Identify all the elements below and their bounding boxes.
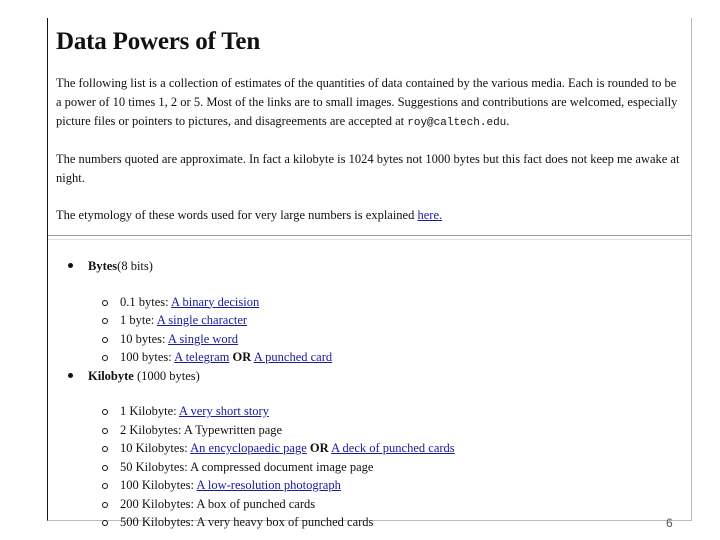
item-prefix: 100 bytes: (120, 350, 175, 364)
intro-paragraph (56, 74, 683, 133)
list-item-kilobyte (88, 367, 683, 532)
horizontal-rule (48, 235, 691, 240)
intro-text: The following list is a collection of estimates of the quantities of data contained by the various media. Each is rounded to be a power of 10 times 1, 2 or 5. Most of the links are to small images. Suggestions and contributions are welcomed, especially picture files or pointers to pictures, and disagreements are accepted at (56, 76, 678, 128)
item-link-alt[interactable]: A punched card (253, 350, 333, 364)
list-item (120, 495, 683, 514)
data-sizes-list (56, 257, 683, 532)
circle-bullet-icon (102, 520, 108, 526)
circle-bullet-icon (102, 502, 108, 508)
page-content (48, 26, 691, 532)
page-title: Data Powers of Ten (56, 28, 261, 55)
item-link[interactable]: A low-resolution photograph (196, 478, 341, 492)
list-item (120, 458, 683, 477)
circle-bullet-icon (102, 483, 108, 489)
item-text: 2 Kilobytes: A Typewritten page (120, 422, 283, 437)
kilobyte-label: Kilobyte (88, 368, 134, 383)
bytes-sublist (88, 293, 683, 367)
item-prefix: 0.1 bytes: (120, 294, 172, 309)
item-prefix: 10 Kilobytes: (120, 441, 191, 455)
etymology-link[interactable]: here. (417, 208, 443, 222)
list-item (120, 330, 683, 349)
item-prefix: 10 bytes: (120, 331, 168, 346)
bytes-label: Bytes (88, 259, 118, 273)
list-item (120, 439, 683, 458)
or-text: OR (309, 441, 329, 455)
list-item (120, 513, 683, 532)
circle-bullet-icon (102, 355, 108, 361)
circle-bullet-icon (102, 465, 108, 471)
bullet-icon (68, 263, 73, 268)
item-text: 50 Kilobytes: A compressed document image page (120, 459, 374, 474)
item-link[interactable]: A binary decision (171, 294, 260, 309)
etymology-paragraph (56, 206, 683, 225)
bytes-suffix: (8 bits) (117, 259, 153, 273)
intro-end: . (506, 114, 510, 128)
item-link[interactable]: A single word (167, 331, 239, 346)
circle-bullet-icon (102, 409, 108, 415)
circle-bullet-icon (102, 428, 108, 434)
contact-email: roy@caltech.edu (407, 117, 507, 129)
item-link[interactable]: A very short story (179, 404, 269, 418)
circle-bullet-icon (102, 337, 108, 343)
browser-page (47, 18, 692, 529)
item-link[interactable]: An encyclopaedic page (190, 441, 307, 455)
item-text: 500 Kilobytes: A very heavy box of punched cards (120, 515, 374, 529)
or-text: OR (232, 350, 252, 364)
item-link-alt[interactable]: A deck of punched cards (331, 441, 455, 455)
list-item (120, 476, 683, 495)
list-item (120, 402, 683, 421)
list-item (120, 421, 683, 440)
item-link[interactable]: A single character (156, 313, 248, 327)
list-item (120, 348, 683, 367)
item-link[interactable]: A telegram (174, 350, 230, 364)
circle-bullet-icon (102, 318, 108, 324)
list-item (120, 311, 683, 330)
kilobyte-sublist (88, 402, 683, 532)
bullet-icon (68, 373, 73, 378)
item-prefix: 1 Kilobyte: (120, 404, 180, 418)
slide-page-number: 6 (666, 516, 673, 530)
list-item (120, 293, 683, 312)
item-prefix: 1 byte: (120, 313, 157, 327)
kilobyte-suffix: (1000 bytes) (136, 368, 200, 383)
list-item-bytes (88, 257, 683, 367)
item-text: 200 Kilobytes: A box of punched cards (120, 496, 316, 511)
note-paragraph: The numbers quoted are approximate. In fact a kilobyte is 1024 bytes not 1000 bytes but this fact does not keep me awake at night. (56, 152, 680, 185)
circle-bullet-icon (102, 300, 108, 306)
item-prefix: 100 Kilobytes: (120, 478, 197, 492)
circle-bullet-icon (102, 446, 108, 452)
etymology-text: The etymology of these words used for very large numbers is explained (56, 208, 418, 222)
